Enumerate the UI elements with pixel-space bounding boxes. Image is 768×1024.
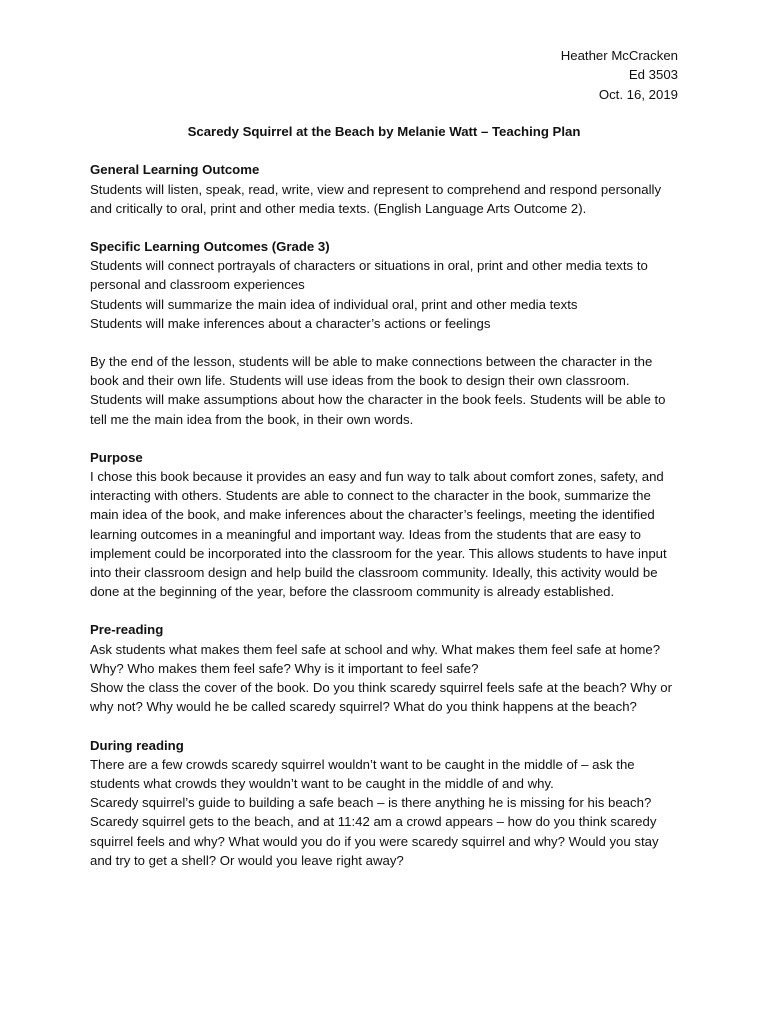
- purpose-section: [90, 448, 678, 602]
- document-title: Scaredy Squirrel at the Beach by Melanie Watt – Teaching Plan: [187, 124, 581, 140]
- objectives-section: [90, 352, 678, 429]
- general-outcome-section: [90, 160, 678, 218]
- during-reading-item: Scaredy squirrel gets to the beach, and at 11:42 am a crowd appears – how do you think scaredy squirrel feels and why? What would you do if you were scaredy squirrel and why? Would you stay and try to get a shell? Or would you leave right away?: [90, 814, 659, 868]
- pre-reading-heading: Pre-reading: [90, 622, 164, 638]
- general-outcome-heading: General Learning Outcome: [90, 162, 260, 178]
- course-code: Ed 3503: [628, 67, 678, 83]
- purpose-text: I chose this book because it provides an easy and fun way to talk about comfort zones, safety, and interacting with others. Students are able to connect to the character in the book, summarize the main idea of the book, and make inferences about the character’s feelings, meeting the identified learning outcomes in a meaningful and important way. Ideas from the students that are easy to implement could be incorporated into the classroom for the year. This allows students to have input into their classroom design and help build the classroom community. Ideally, this activity would be done at the beginning of the year, before the classroom community is already established.: [90, 469, 667, 600]
- purpose-heading: Purpose: [90, 449, 143, 465]
- objectives-text: By the end of the lesson, students will be able to make connections between the character in the book and their own life. Students will use ideas from the book to design their own classroom. Students will make assumptions about how the character in the book feels. Students will be able to tell me the main idea from the book, in their own words.: [90, 354, 666, 427]
- specific-outcome-item: Students will summarize the main idea of individual oral, print and other media texts: [90, 296, 578, 312]
- pre-reading-item: Ask students what makes them feel safe at school and why. What makes them feel safe at home? Why? Who makes them feel safe? Why is it important to feel safe?: [90, 641, 661, 676]
- during-reading-item: There are a few crowds scaredy squirrel wouldn’t want to be caught in the middle of – ask the students what crowds they wouldn’t want to be caught in the middle of and why.: [90, 756, 635, 791]
- document-date: Oct. 16, 2019: [598, 86, 678, 102]
- author-name: Heather McCracken: [560, 48, 678, 63]
- during-reading-section: [90, 736, 678, 870]
- general-outcome-text: Students will listen, speak, read, write, view and represent to comprehend and respond personally and critically to oral, print and other media texts. (English Language Arts Outcome 2).: [90, 181, 662, 216]
- pre-reading-item: Show the class the cover of the book. Do you think scaredy squirrel feels safe at the beach? Why or why not? Why would he be called scaredy squirrel? What do you think happens at the beach?: [90, 680, 673, 715]
- specific-outcomes-section: [90, 237, 678, 333]
- during-reading-heading: During reading: [90, 737, 184, 753]
- author-header: [90, 46, 678, 104]
- specific-outcome-item: Students will make inferences about a character’s actions or feelings: [90, 315, 491, 331]
- specific-outcomes-heading: Specific Learning Outcomes (Grade 3): [90, 239, 330, 255]
- pre-reading-section: [90, 620, 678, 716]
- during-reading-item: Scaredy squirrel’s guide to building a safe beach – is there anything he is missing for his beach?: [90, 795, 652, 811]
- specific-outcome-item: Students will connect portrayals of characters or situations in oral, print and other media texts to personal and classroom experiences: [90, 258, 648, 293]
